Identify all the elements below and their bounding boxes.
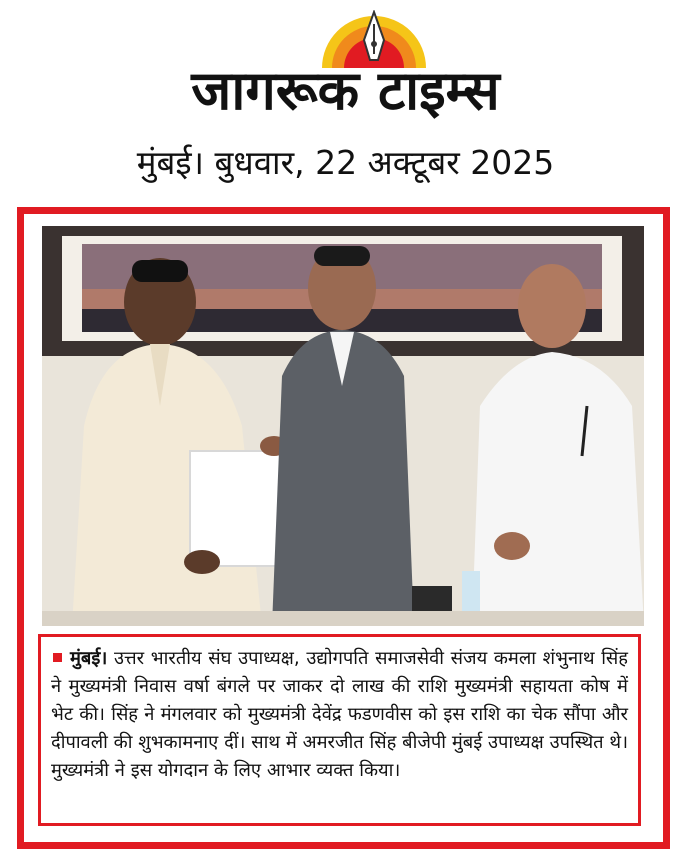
- bullet-icon: [53, 653, 62, 662]
- news-photo: [42, 226, 644, 626]
- article-body: उत्तर भारतीय संघ उपाध्यक्ष, उद्योगपति समाजसेवी संजय कमला शंभुनाथ सिंह ने मुख्यमंत्री निवास वर्षा बंगले पर जाकर दो लाख की राशि मुख्यमंत्री सहायता कोष में भेट की। सिंह ने मंगलवार को मुख्यमंत्री देवेंद्र फडणवीस को इस राशि का चेक सौंपा और दीपावली की शुभकामनाए दीं। साथ में अमरजीत सिंह बीजेपी मुंबई उपाध्यक्ष उपस्थित थे। मुख्यमंत्री ने इस योगदान के लिए आभार व्यक्त किया।: [51, 648, 628, 781]
- article-dateline-place: मुंबई।: [70, 648, 108, 669]
- news-article-frame: [17, 207, 670, 849]
- masthead: [0, 0, 691, 200]
- article-text: [38, 634, 641, 826]
- dateline: मुंबई। बुधवार, 22 अक्टूबर 2025: [136, 143, 555, 182]
- newspaper-title: जागरूक टाइम्स: [191, 59, 500, 122]
- news-photo-illustration: [42, 226, 644, 626]
